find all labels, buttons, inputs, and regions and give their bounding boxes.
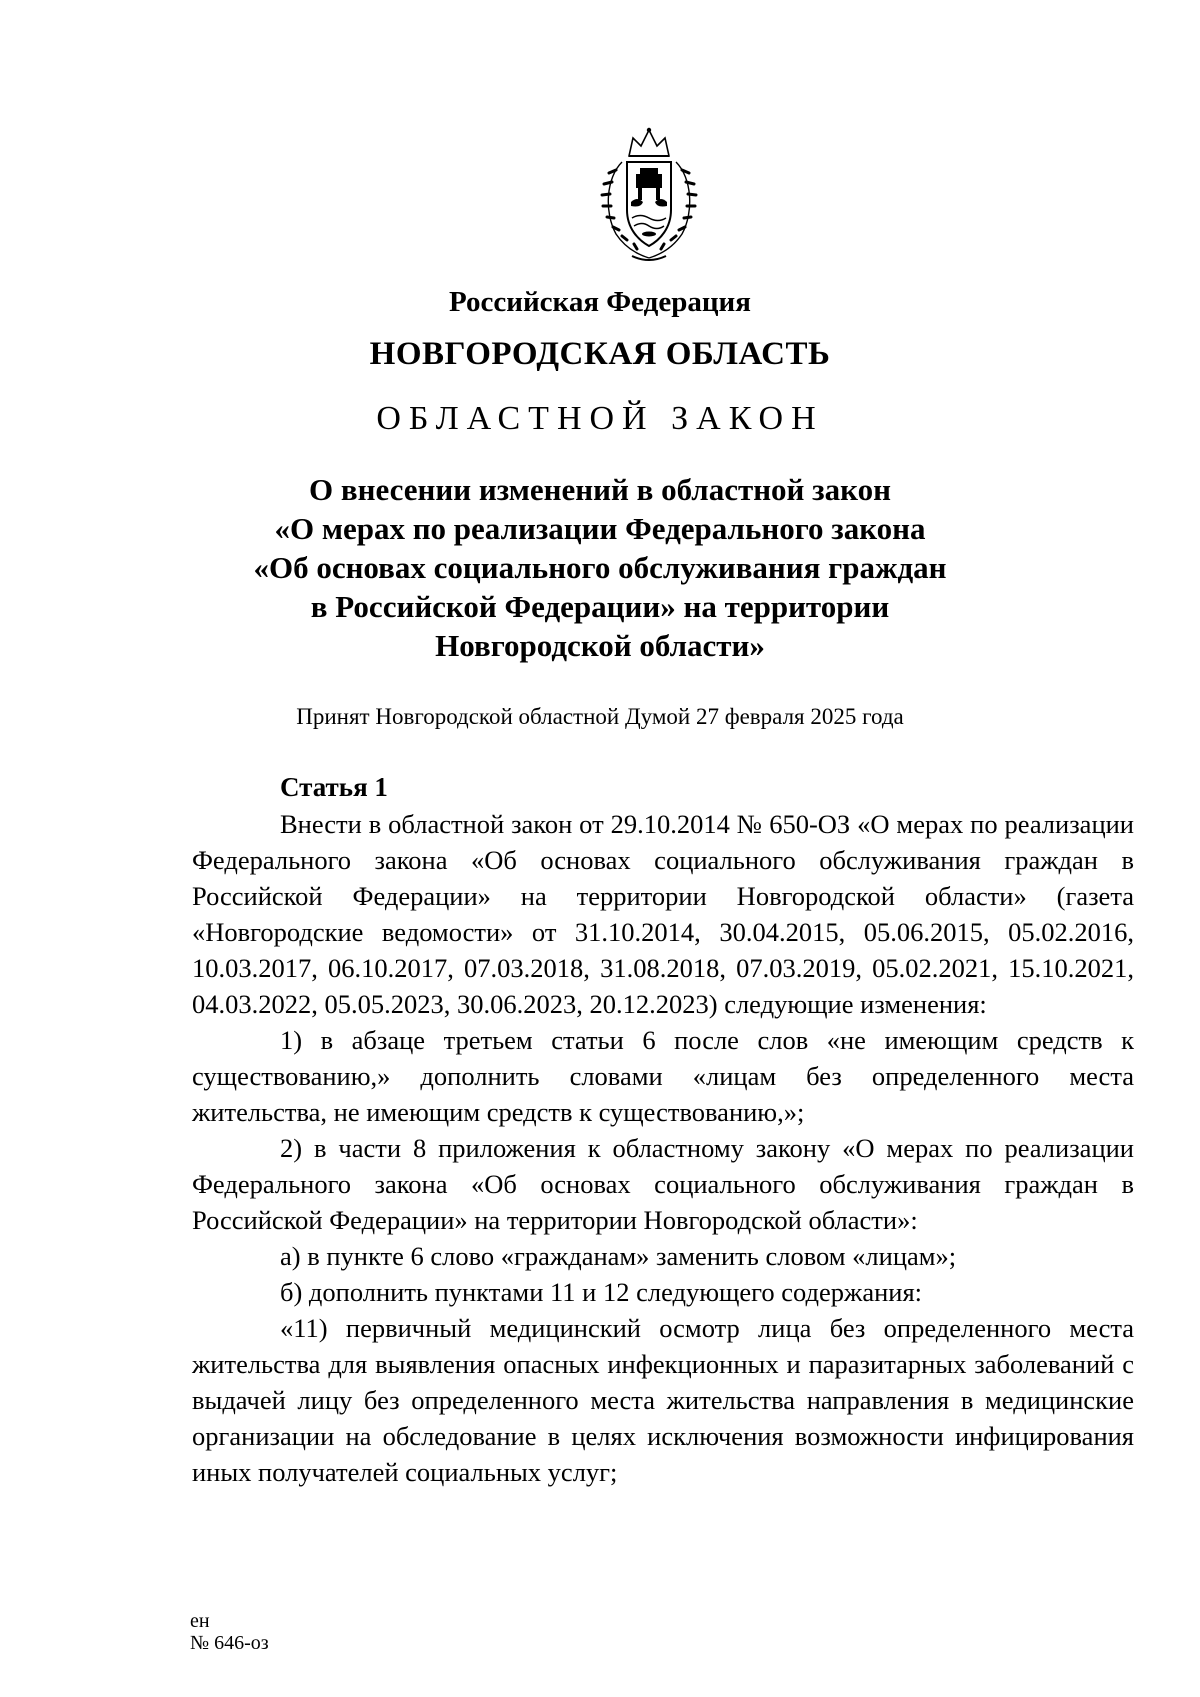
- document-footer: [190, 1610, 269, 1654]
- amendment-item-2a: а) в пункте 6 слово «гражданам» заменить словом «лицам»;: [280, 1241, 957, 1271]
- amendment-item-1: 1) в абзаце третьем статьи 6 после слов «не имеющим средств к существованию,» дополнить словами «лицам без определенного места жительства, не имеющим средств к существованию,»;: [192, 1025, 1134, 1127]
- footer-initials: ен: [190, 1610, 210, 1632]
- law-title: [0, 470, 1200, 665]
- amendment-item-2: 2) в части 8 приложения к областному закону «О мерах по реализации Федерального закона «Об основах социального обслуживания граждан в Российской Федерации» на территории Новгородской области»:: [192, 1133, 1134, 1235]
- law-title-line: в Российской Федерации» на территории: [310, 589, 890, 624]
- coat-of-arms-icon: [596, 126, 702, 266]
- law-title-line: Новгородской области»: [435, 628, 765, 663]
- region-heading: НОВГОРОДСКАЯ ОБЛАСТЬ: [369, 336, 831, 372]
- new-point-11: «11) первичный медицинский осмотр лица без определенного места жительства для выявления опасных инфекционных и паразитарных заболеваний с выдачей лицу без определенного места жительства направления в медицинские организации на обследование в целях исключения возможности инфицирования иных получателей социальных услуг;: [192, 1313, 1134, 1487]
- article-body: [192, 806, 1134, 1490]
- law-type-heading: ОБЛАСТНОЙ ЗАКОН: [376, 400, 824, 437]
- amendment-item-2b: б) дополнить пунктами 11 и 12 следующего содержания:: [280, 1277, 922, 1307]
- law-number: № 646-оз: [190, 1632, 269, 1654]
- adoption-note: Принят Новгородской областной Думой 27 февраля 2025 года: [296, 704, 904, 729]
- federation-heading: Российская Федерация: [449, 286, 751, 318]
- law-title-line: «Об основах социального обслуживания граждан: [253, 550, 947, 585]
- article-heading: Статья 1: [280, 772, 388, 802]
- law-title-line: О внесении изменений в областной закон: [309, 472, 891, 507]
- law-title-line: «О мерах по реализации Федерального закона: [274, 511, 926, 546]
- article-intro-paragraph: Внести в областной закон от 29.10.2014 № 650-ОЗ «О мерах по реализации Федерального закона «Об основах социального обслуживания граждан в Российской Федерации» на территории Новгородской области» (газета «Новгородские ведомости» от 31.10.2014, 30.04.2015, 05.06.2015, 05.02.2016, 10.03.2017, 06.10.2017, 07.03.2018, 31.08.2018, 07.03.2019, 05.02.2021, 15.10.2021, 04.03.2022, 05.05.2023, 30.06.2023, 20.12.2023) следующие изменения:: [192, 809, 1134, 1019]
